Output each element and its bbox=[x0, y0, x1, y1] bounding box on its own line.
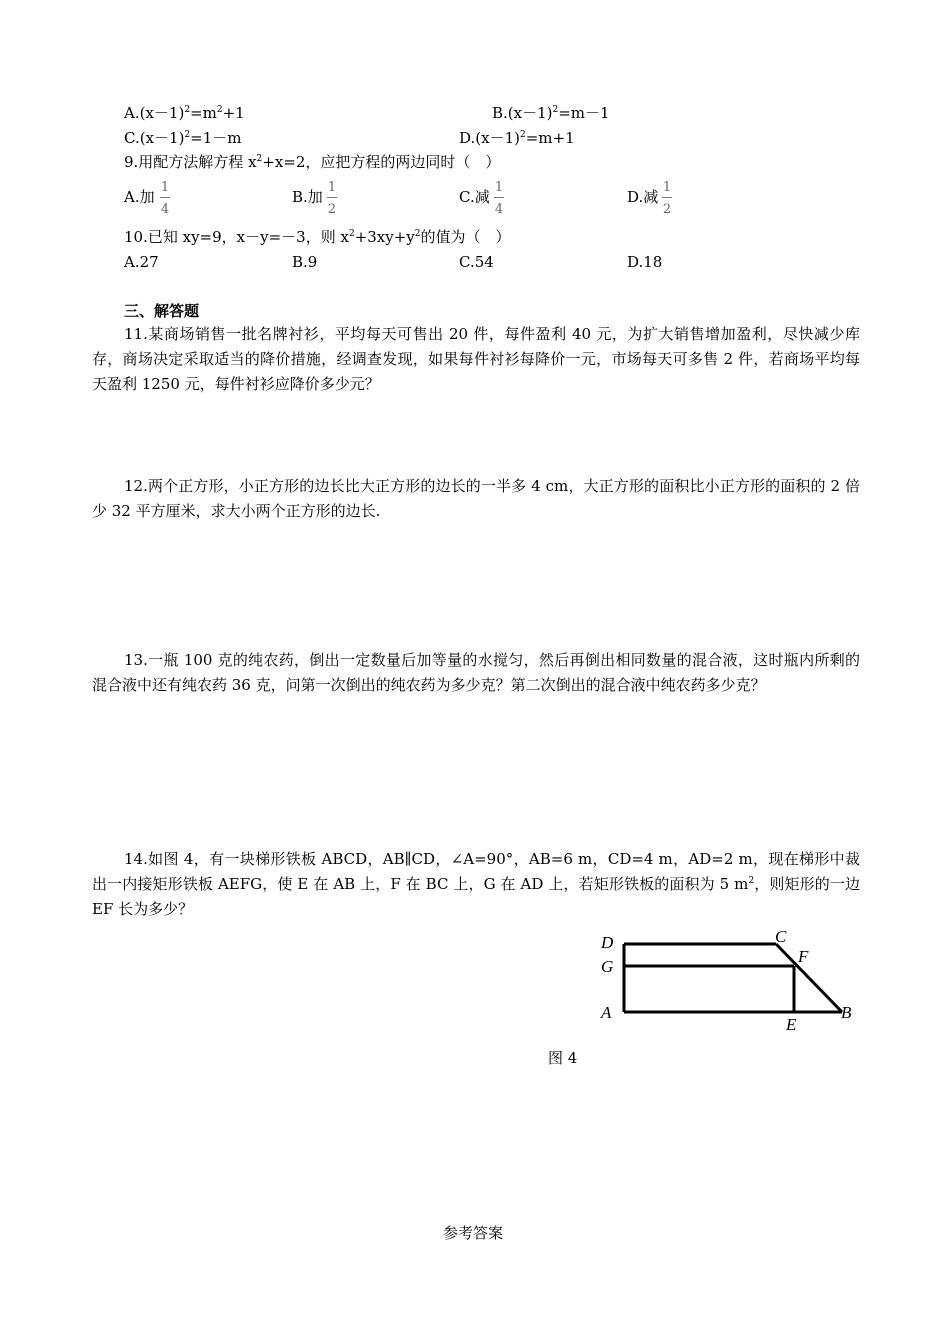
label-g: G bbox=[601, 957, 614, 976]
q8-option-a: $A.(x-1)^2=m^2+1$ bbox=[124, 104, 245, 122]
q10-option-c: C.54 bbox=[459, 253, 494, 271]
q8-option-c: $C.(x-1)^2=1-m$ bbox=[124, 129, 242, 147]
question-14: 14.如图 4，有一块梯形铁板 ABCD，AB∥CD，∠A=90°，AB=6 m，CD=4 m，AD=2 m，现在梯形中裁出一内接矩形铁板 AEFG，使 E 在 AB 上，F 在 BC 上，G 在 AD 上，若矩形铁板的面积为 5 $m^2$，则矩形的一边 EF 长为多少？ bbox=[92, 850, 860, 918]
figure-caption: 图 4 bbox=[548, 1049, 578, 1067]
label-a: A bbox=[601, 1003, 612, 1022]
label-d: D bbox=[601, 933, 614, 952]
q10-option-b: B.9 bbox=[292, 253, 318, 271]
trapezoid-figure bbox=[598, 926, 862, 1034]
q8-option-b: $B.(x-1)^2=m-1$ bbox=[492, 104, 610, 122]
q8-option-d: $D.(x-1)^2=m+1$ bbox=[459, 129, 575, 147]
label-b: B bbox=[841, 1003, 852, 1022]
segment-cb bbox=[776, 944, 842, 1012]
q10-option-a: A.27 bbox=[124, 253, 159, 271]
label-f: F bbox=[798, 947, 809, 966]
q10-option-d: D.18 bbox=[627, 253, 663, 271]
q9-stem: 9.用配方法解方程 $x^2+x=2$，应把方程的两边同时（ ） bbox=[124, 153, 501, 171]
answers-title: 参考答案 bbox=[443, 1224, 504, 1242]
q10-stem: 10.已知 xy=9，x－y=－3，则 $x^2+3xy+y^2$的值为（ ） bbox=[124, 228, 511, 246]
question-13: 13.一瓶 100 克的纯农药，倒出一定数量后加等量的水搅匀，然后再倒出相同数量的混合液，这时瓶内所剩的混合液中还有纯农药 36 克，问第一次倒出的纯农药为多少克？第二次倒出的混合液中纯农药多少克？ bbox=[92, 651, 860, 694]
section-title: 三、解答题 bbox=[124, 302, 200, 320]
question-12: 12.两个正方形，小正方形的边长比大正方形的边长的一半多 4 cm，大正方形的面积比小正方形的面积的 2 倍少 32 平方厘米，求大小两个正方形的边长. bbox=[92, 477, 860, 520]
label-e: E bbox=[786, 1015, 797, 1034]
question-11: 11.某商场销售一批名牌衬衫，平均每天可售出 20 件，每件盈利 40 元，为扩大销售增加盈利，尽快减少库存，商场决定采取适当的降价措施，经调查发现，如果每件衬衫每降价一元，市场每天可多售 2 件，若商场平均每天盈利 1250 元，每件衬衫应降价多少元？ bbox=[92, 325, 860, 393]
label-c: C bbox=[775, 927, 787, 946]
